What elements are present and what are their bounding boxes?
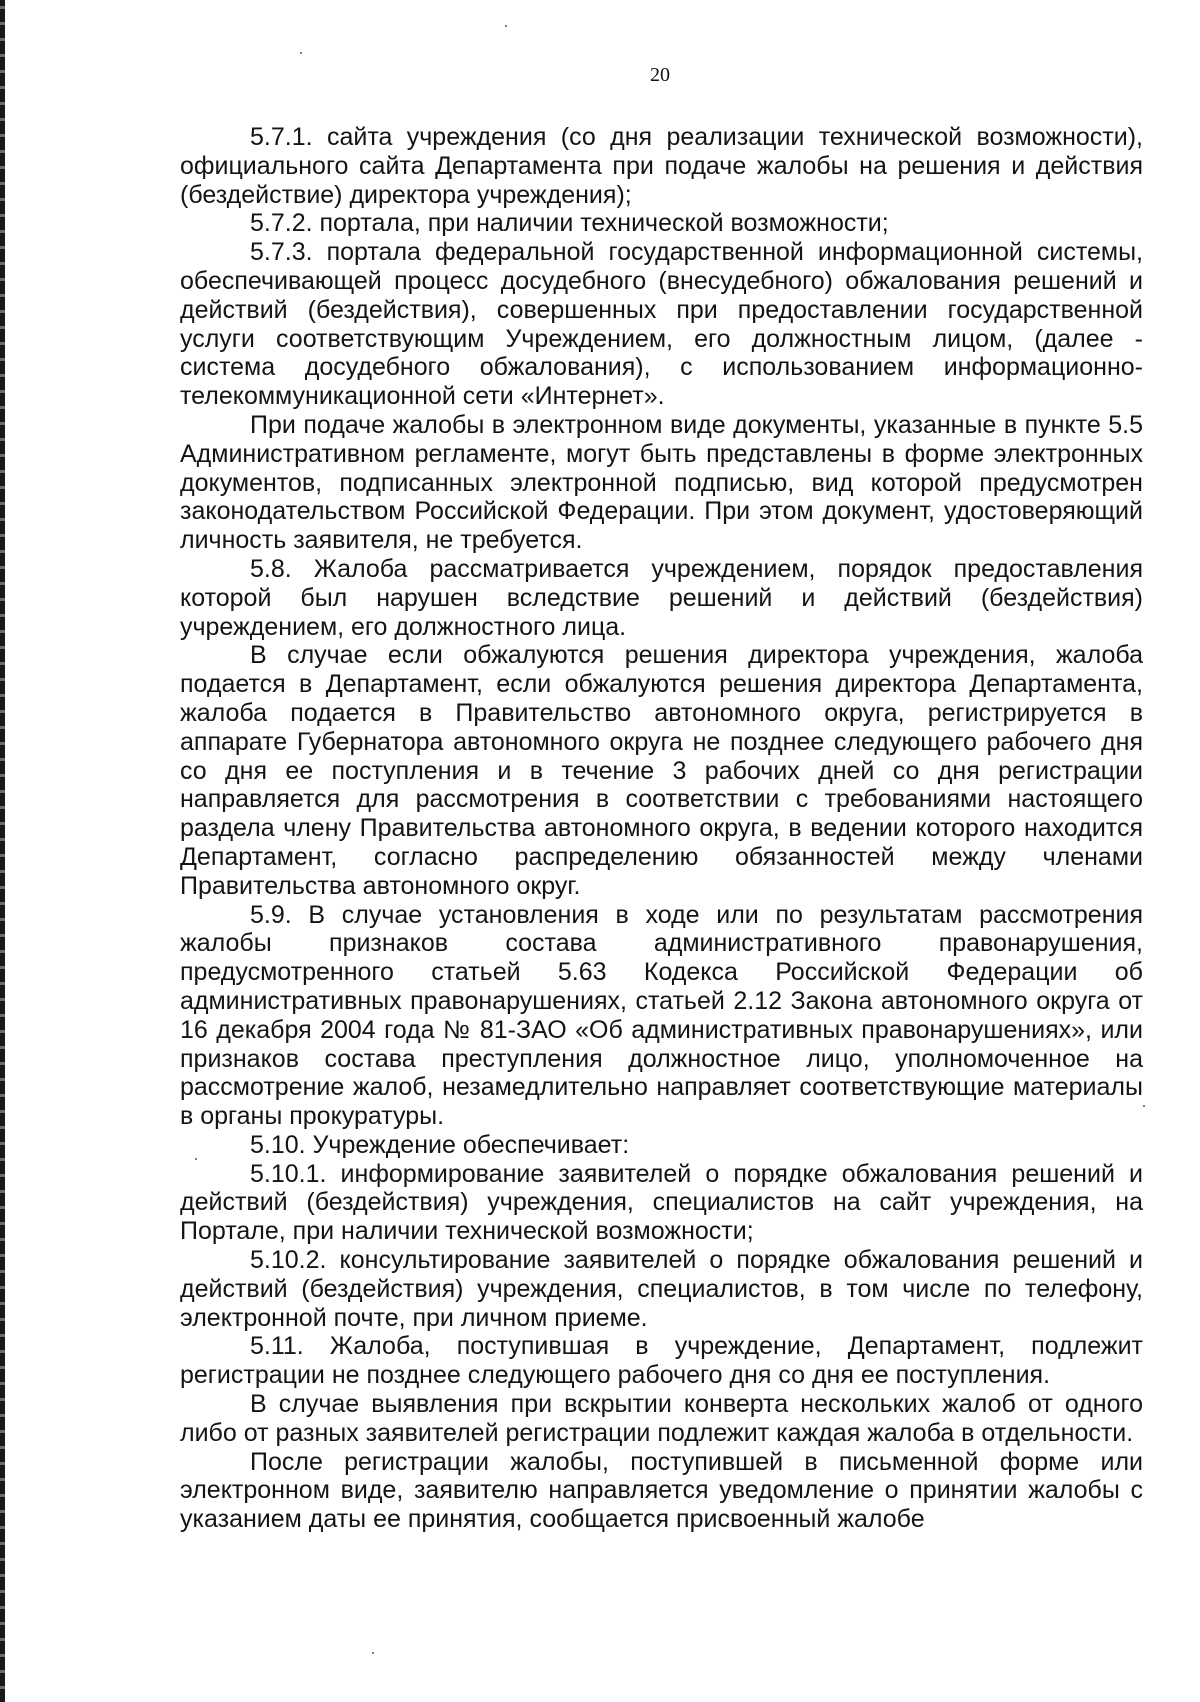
paragraph-electronic-submission: При подаче жалобы в электронном виде документы, указанные в пункте 5.5 Административном регламенте, могут быть представлены в форме электронных документов, подписанных электронной подписью, вид которой предусмотрен законодательством Российской Федерации. При этом документ, удостоверяющий личность заявителя, не требуется. — [180, 410, 1143, 555]
scan-speck — [1143, 1105, 1145, 1107]
paragraph-5-7-2: 5.7.2. портала, при наличии технической возможности; — [250, 209, 889, 238]
paragraph-5-7-3: 5.7.3. портала федеральной государственной информационной системы, обеспечивающей процесс досудебного (внесудебного) обжалования решений и действий (бездействия), совершенных при предоставлении государственной услуги соответствующим Учреждением, его должностным лицом, (далее - система досудебного обжалования), с использованием информационно-телекоммуникационной сети «Интернет». — [180, 238, 1143, 411]
scan-speck — [372, 1652, 374, 1654]
paragraph-5-8: 5.8. Жалоба рассматривается учреждением, порядок предоставления которой был нарушен вследствие решений и действий (бездействия) учреждением, его должностного лица. — [180, 554, 1143, 641]
scan-speck — [505, 25, 507, 27]
paragraph-5-9: 5.9. В случае установления в ходе или по результатам рассмотрения жалобы признаков состава административного правонарушения, предусмотренного статьей 5.63 Кодекса Российской Федерации об административных правонарушениях, статьей 2.12 Закона автономного округа от 16 декабря 2004 года № 81-ЗАО «Об административных правонарушениях», или признаков состава преступления должностное лицо, уполномоченное на рассмотрение жалоб, незамедлительно направляет соответствующие материалы в органы прокуратуры. — [180, 900, 1143, 1131]
paragraph-5-10-1: 5.10.1. информирование заявителей о порядке обжалования решений и действий (бездействия) учреждения, специалистов на сайт учреждения, на Портале, при наличии технической возможности; — [180, 1159, 1143, 1246]
paragraph-registration-notice: После регистрации жалобы, поступившей в письменной форме или электронном виде, заявителю направляется уведомление о принятии жалобы с указанием даты ее принятия, сообщается присвоенный жалобе — [180, 1447, 1143, 1534]
paragraph-multiple-complaints: В случае выявления при вскрытии конверта нескольких жалоб от одного либо от разных заявителей регистрации подлежит каждая жалоба в отдельности. — [180, 1390, 1143, 1447]
paragraph-5-11: 5.11. Жалоба, поступившая в учреждение, Департамент, подлежит регистрации не позднее следующего рабочего дня со дня ее поступления. — [180, 1332, 1143, 1390]
page-number: 20 — [650, 64, 670, 86]
scan-left-edge — [0, 0, 5, 1702]
paragraph-appeal-routing: В случае если обжалуются решения директора учреждения, жалоба подается в Департамент, если обжалуются решения директора Департамента, жалоба подается в Правительство автономного округа, регистрируется в аппарате Губернатора автономного округа не позднее следующего рабочего дня со дня ее поступления и в течение 3 рабочих дней со дня регистрации направляется для рассмотрения в соответствии с требованиями настоящего раздела члену Правительства автономного округа, в ведении которого находится Департамент, согласно распределению обязанностей между членами Правительства автономного округ. — [180, 641, 1143, 900]
document-body — [180, 123, 1143, 1534]
paragraph-5-10: 5.10. Учреждение обеспечивает: — [250, 1130, 630, 1159]
scan-speck — [195, 1158, 197, 1160]
paragraph-5-10-2: 5.10.2. консультирование заявителей о порядке обжалования решений и действий (бездействия) учреждения, специалистов, в том числе по телефону, электронной почте, при личном приеме. — [180, 1246, 1143, 1332]
scan-speck — [300, 52, 302, 54]
paragraph-5-7-1: 5.7.1. сайта учреждения (со дня реализации технической возможности), официального сайта Департамента при подаче жалобы на решения и действия (бездействие) директора учреждения); — [180, 123, 1143, 209]
